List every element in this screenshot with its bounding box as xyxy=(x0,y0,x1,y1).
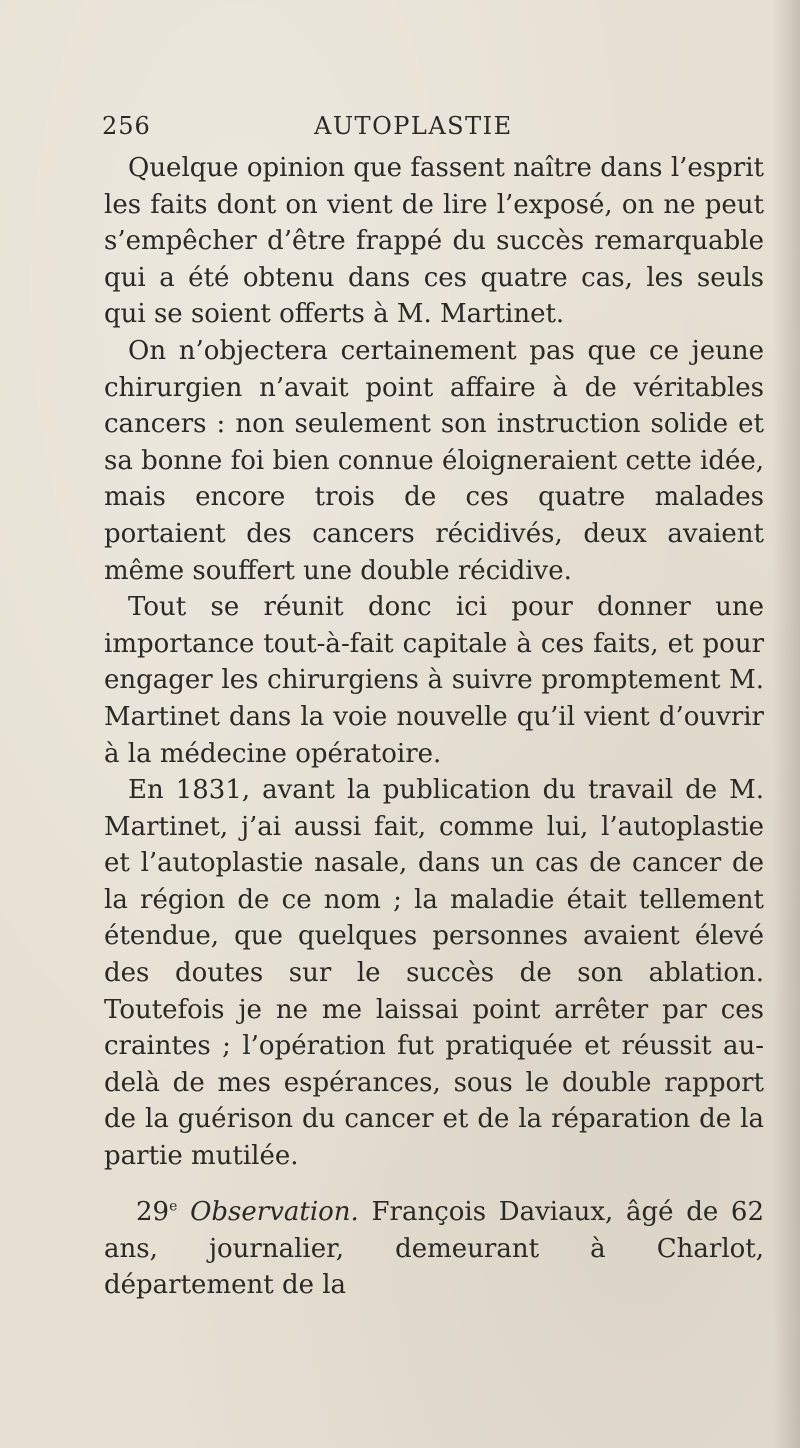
running-title: AUTOPLASTIE xyxy=(314,112,513,140)
paragraph-3: Tout se réunit donc ici pour donner une importance tout-à-fait capitale à ces faits, et pour engager les chirurgiens à suivre promptement M. Martinet dans la voie nouvelle qu’il vient d’ouvrir à la médecine opératoire. xyxy=(104,592,764,769)
page-number: 256 xyxy=(102,112,151,140)
paragraph-1: Quelque opinion que fassent naître dans l’esprit les faits dont on vient de lire l’exposé, on ne peut s’empêcher d’être frappé du succès remarquable qui a été obtenu dans ces quatre cas, les seuls qui se soient offerts à M. Martinet. xyxy=(104,153,764,330)
page-header xyxy=(102,112,762,148)
page-edge-shadow xyxy=(772,0,800,1448)
observation-number xyxy=(136,1197,177,1227)
observation-label: Observation. xyxy=(190,1197,359,1227)
paragraph-4: En 1831, avant la publication du travail de M. Martinet, j’ai aussi fait, comme lui, l’autoplastie et l’autoplastie nasale, dans un cas de cancer de la région de ce nom ; la maladie était tellement étendue, que quelques personnes avaient élevé des doutes sur le succès de son ablation. Toutefois je ne me laissai point arrêter par ces craintes ; l’opération fut pratiquée et réussit au-delà de mes espérances, sous le double rapport de la guérison du cancer et de la réparation de la partie mutilée. xyxy=(104,775,764,1172)
body-text xyxy=(104,150,764,1175)
observation-number-suffix: e xyxy=(169,1198,178,1215)
observation-number-value: 29 xyxy=(136,1197,170,1227)
observation-text: François Daviaux, âgé de 62 ans, journalier, demeurant à Charlot, département de la xyxy=(104,1197,764,1301)
paragraph-2: On n’objectera certainement pas que ce jeune chirurgien n’avait point affaire à de véritables cancers : non seulement son instruction solide et sa bonne foi bien connue éloigneraient cette idée, mais encore trois de ces quatre malades portaient des cancers récidivés, deux avaient même souffert une double récidive. xyxy=(104,335,764,586)
observation-block xyxy=(104,1194,764,1304)
observation-paragraph xyxy=(104,1194,764,1304)
